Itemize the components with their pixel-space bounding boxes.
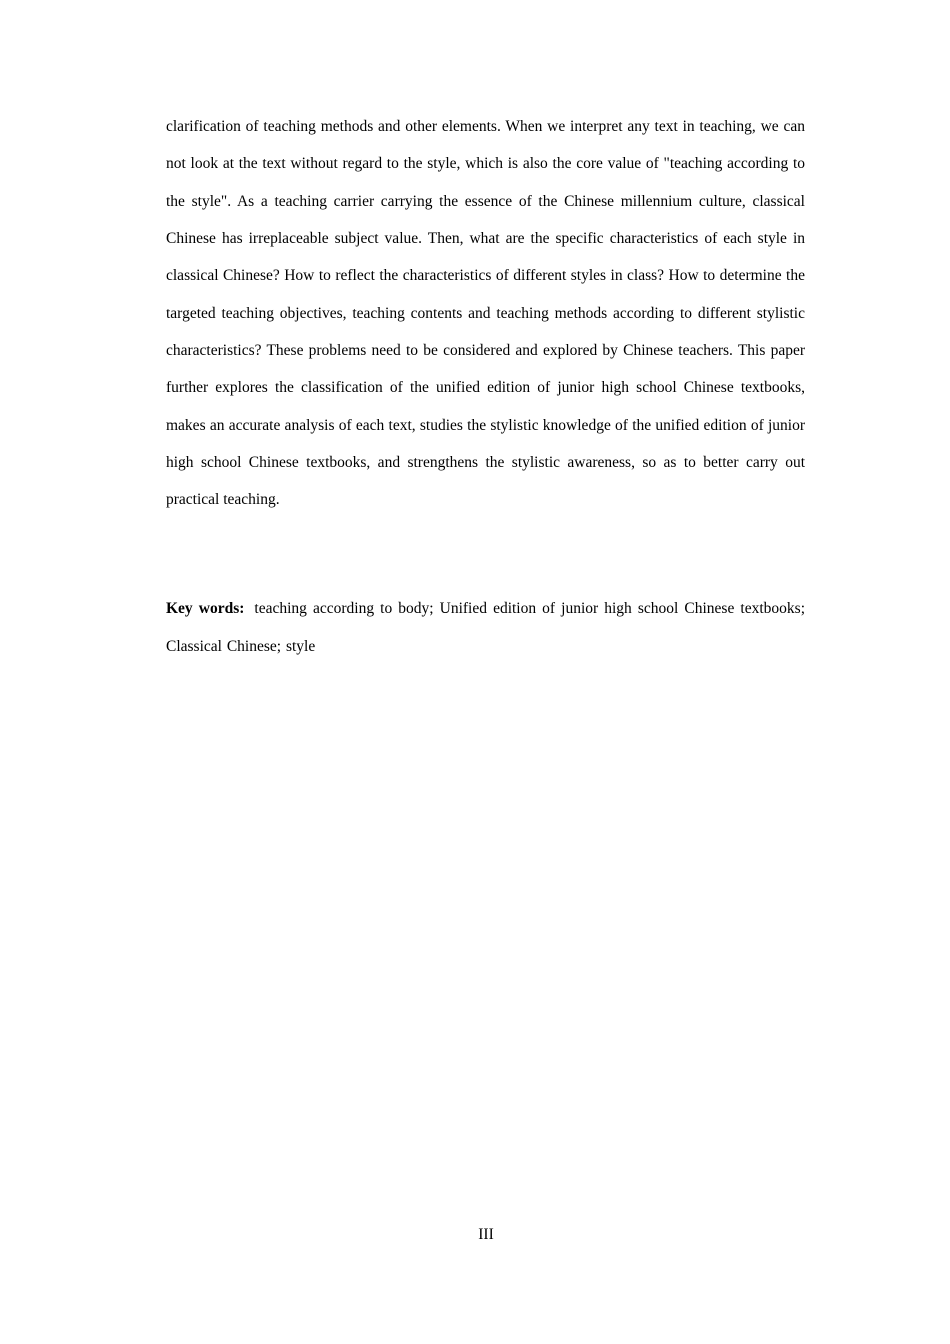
keywords-line [166, 590, 805, 665]
keywords-label: Key words: [166, 600, 245, 617]
abstract-body-paragraph: clarification of teaching methods and other elements. When we interpret any text in teaching, we can not look at the text without regard to the style, which is also the core value of "teaching according to the style". As a teaching carrier carrying the essence of the Chinese millennium culture, classical Chinese has irreplaceable subject value. Then, what are the specific characteristics of each style in classical Chinese? How to reflect the characteristics of different styles in class? How to determine the targeted teaching objectives, teaching contents and teaching methods according to different stylistic characteristics? These problems need to be considered and explored by Chinese teachers. This paper further explores the classification of the unified edition of junior high school Chinese textbooks, makes an accurate analysis of each text, studies the stylistic knowledge of the unified edition of junior high school Chinese textbooks, and strengthens the stylistic awareness, so as to better carry out practical teaching. [166, 118, 805, 509]
page-number: III [478, 1226, 494, 1243]
keywords-text: teaching according to body; Unified edition of junior high school Chinese textbooks; Classical Chinese; style [166, 600, 805, 655]
